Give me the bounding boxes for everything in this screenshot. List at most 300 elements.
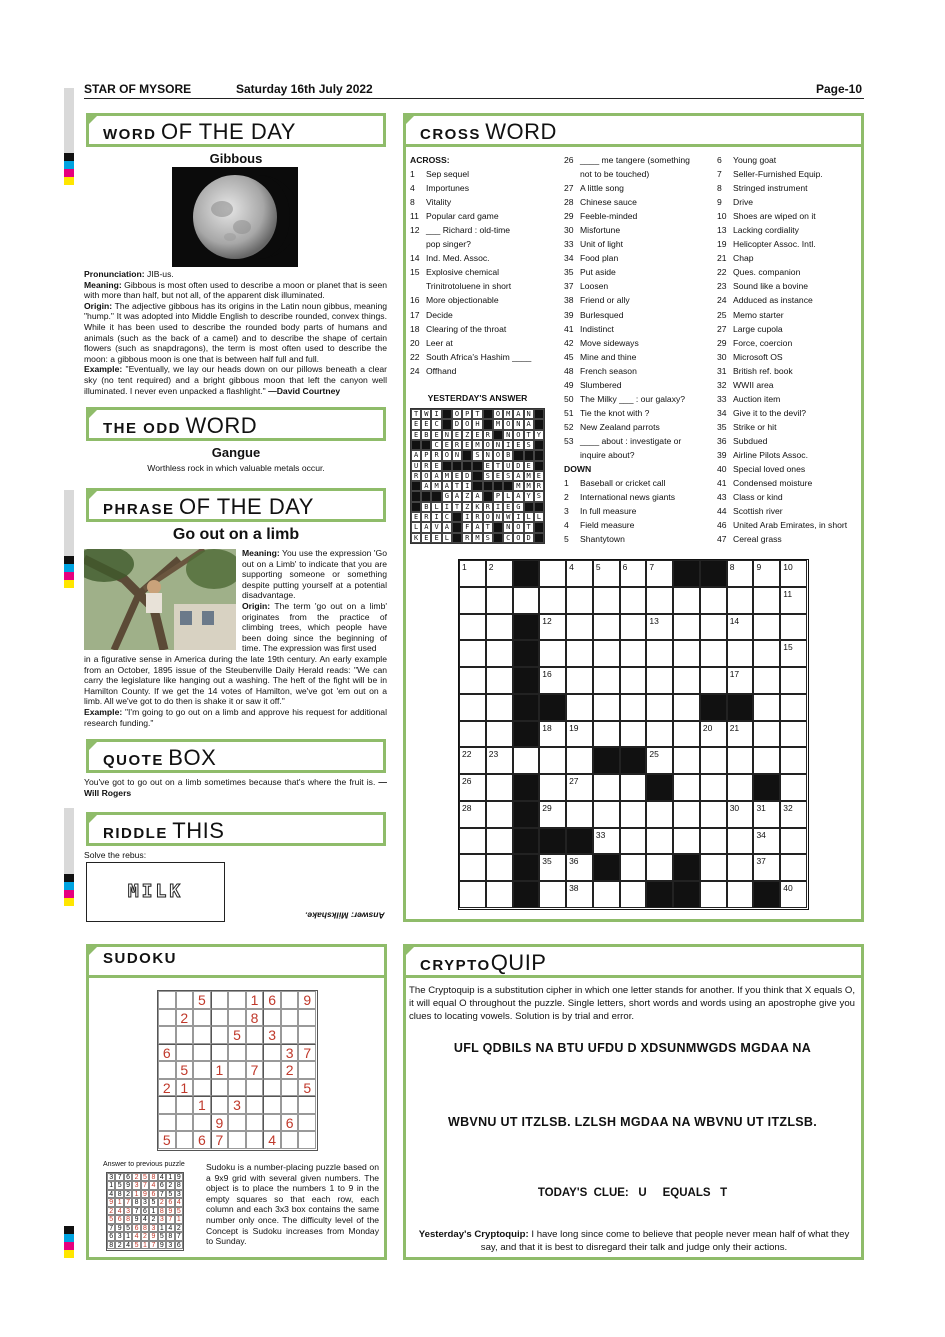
crossword-cell[interactable] xyxy=(700,747,727,774)
crossword-cell[interactable] xyxy=(673,721,700,748)
clue-number: 49 xyxy=(564,379,574,390)
sudoku-cell[interactable] xyxy=(193,1026,211,1044)
crossword-cell[interactable] xyxy=(673,667,700,694)
crossword-cell[interactable] xyxy=(673,614,700,641)
crossword-cell[interactable] xyxy=(780,614,807,641)
crossword-cell[interactable] xyxy=(700,614,727,641)
crossword-grid[interactable] xyxy=(458,559,809,910)
answer-black-cell xyxy=(503,481,513,491)
crossword-cell[interactable] xyxy=(593,667,620,694)
answer-cell: M xyxy=(442,471,452,481)
sudoku-previous-answer xyxy=(106,1172,184,1251)
answer-cell: T xyxy=(452,502,462,512)
clue-number: 19 xyxy=(717,239,727,250)
crossword-cell[interactable] xyxy=(673,747,700,774)
clue-item xyxy=(410,223,560,237)
crossword-cell[interactable] xyxy=(486,854,513,881)
crossword-cell[interactable] xyxy=(486,881,513,908)
crossword-cell[interactable] xyxy=(459,828,486,855)
clue-text: Put aside xyxy=(580,267,616,278)
sudoku-cell[interactable] xyxy=(246,1026,264,1044)
crossword-cell[interactable] xyxy=(780,854,807,881)
sudoku-answer-cell: 3 xyxy=(132,1181,140,1189)
cryptoquip-header xyxy=(403,944,864,978)
sudoku-cell[interactable] xyxy=(193,1079,211,1097)
crossword-cell[interactable] xyxy=(620,774,647,801)
sudoku-cell[interactable]: 4 xyxy=(263,1131,281,1149)
crossword-cell[interactable]: 12 xyxy=(539,614,566,641)
crossword-cell[interactable] xyxy=(459,881,486,908)
crossword-cell[interactable] xyxy=(486,640,513,667)
crossword-cell[interactable] xyxy=(486,828,513,855)
sudoku-cell[interactable] xyxy=(298,1096,316,1114)
clue-number: 9 xyxy=(717,197,722,208)
clue-item xyxy=(717,265,862,279)
crossword-cell[interactable] xyxy=(539,560,566,587)
sudoku-cell[interactable]: 5 xyxy=(228,1026,246,1044)
sudoku-cell[interactable] xyxy=(298,1026,316,1044)
sudoku-cell[interactable]: 6 xyxy=(193,1131,211,1149)
crossword-cell[interactable] xyxy=(646,640,673,667)
sudoku-cell[interactable] xyxy=(211,1044,229,1062)
crossword-cell[interactable] xyxy=(486,774,513,801)
phrase-origin: The term 'go out on a limb' originates from the practice of climbing trees, which people have been doing since the beginning of time. The expression was first used xyxy=(242,600,387,654)
answer-black-cell xyxy=(472,481,482,491)
crossword-cell[interactable] xyxy=(780,747,807,774)
crossword-cell[interactable] xyxy=(539,774,566,801)
crossword-cell[interactable] xyxy=(593,614,620,641)
answer-cell: B xyxy=(503,450,513,460)
crossword-cell[interactable] xyxy=(780,694,807,721)
answer-black-cell xyxy=(452,461,462,471)
crossword-cell[interactable]: 34 xyxy=(753,828,780,855)
crossword-cell[interactable] xyxy=(727,640,754,667)
crossword-cell[interactable]: 35 xyxy=(539,854,566,881)
sudoku-cell[interactable]: 1 xyxy=(211,1061,229,1079)
clue-text: Friend or ally xyxy=(580,295,630,306)
clue-item xyxy=(564,209,714,223)
sudoku-answer-cell: 2 xyxy=(115,1241,123,1249)
crossword-cell[interactable] xyxy=(566,694,593,721)
crossword-cell[interactable] xyxy=(700,587,727,614)
crossword-cell[interactable] xyxy=(593,587,620,614)
clue-text: Slumbered xyxy=(580,379,622,390)
sudoku-cell[interactable] xyxy=(176,1131,194,1149)
crossword-cell[interactable] xyxy=(727,881,754,908)
yesterday-label: Yesterday's Cryptoquip: xyxy=(418,1229,529,1240)
crossword-cell[interactable] xyxy=(620,828,647,855)
clue-number: 7 xyxy=(717,169,722,180)
crossword-cell[interactable]: 20 xyxy=(700,721,727,748)
sudoku-cell[interactable] xyxy=(158,1009,176,1027)
sudoku-answer-cell: 6 xyxy=(115,1215,123,1223)
crossword-cell[interactable] xyxy=(646,721,673,748)
crossword-cell[interactable] xyxy=(646,667,673,694)
sudoku-cell[interactable] xyxy=(158,991,176,1009)
sudoku-cell[interactable] xyxy=(281,1096,299,1114)
crossword-cell[interactable] xyxy=(700,881,727,908)
sudoku-cell[interactable] xyxy=(193,1009,211,1027)
crossword-cell[interactable] xyxy=(486,587,513,614)
sudoku-grid[interactable] xyxy=(157,990,318,1151)
crossword-cell[interactable] xyxy=(459,640,486,667)
sudoku-cell[interactable]: 5 xyxy=(176,1061,194,1079)
sudoku-cell[interactable] xyxy=(211,1096,229,1114)
answer-cell: L xyxy=(442,533,452,543)
crossword-cell[interactable] xyxy=(727,774,754,801)
sudoku-cell[interactable] xyxy=(176,1026,194,1044)
crossword-cell[interactable] xyxy=(753,747,780,774)
sudoku-cell[interactable]: 2 xyxy=(281,1061,299,1079)
sudoku-cell[interactable] xyxy=(263,1061,281,1079)
sudoku-cell[interactable]: 6 xyxy=(158,1044,176,1062)
answer-cell: O xyxy=(493,409,503,419)
sudoku-cell[interactable]: 9 xyxy=(211,1114,229,1132)
sudoku-cell[interactable] xyxy=(246,1114,264,1132)
crossword-cell[interactable]: 4 xyxy=(566,560,593,587)
sudoku-cell[interactable] xyxy=(211,991,229,1009)
crossword-cell[interactable] xyxy=(593,721,620,748)
crossword-cell[interactable]: 31 xyxy=(753,801,780,828)
sudoku-header xyxy=(86,944,387,978)
crossword-cell[interactable]: 37 xyxy=(753,854,780,881)
answer-cell: N xyxy=(452,450,462,460)
sudoku-cell[interactable] xyxy=(263,1096,281,1114)
crossword-cell[interactable]: 36 xyxy=(566,854,593,881)
answer-cell: E xyxy=(411,430,421,440)
sudoku-cell[interactable]: 6 xyxy=(263,991,281,1009)
sudoku-cell[interactable]: 3 xyxy=(228,1096,246,1114)
sudoku-cell[interactable]: 2 xyxy=(176,1009,194,1027)
sudoku-cell[interactable]: 7 xyxy=(246,1061,264,1079)
sudoku-cell[interactable]: 3 xyxy=(263,1026,281,1044)
crossword-cell[interactable] xyxy=(593,774,620,801)
crossword-cell[interactable] xyxy=(646,828,673,855)
crossword-cell[interactable]: 23 xyxy=(486,747,513,774)
crossword-cell[interactable] xyxy=(646,587,673,614)
sudoku-cell[interactable] xyxy=(176,1114,194,1132)
crossword-cell[interactable] xyxy=(593,801,620,828)
sudoku-cell[interactable] xyxy=(263,1079,281,1097)
crossword-cell[interactable] xyxy=(727,854,754,881)
crossword-cell[interactable] xyxy=(620,854,647,881)
crossword-cell[interactable]: 25 xyxy=(646,747,673,774)
crossword-cell[interactable] xyxy=(539,587,566,614)
clue-item xyxy=(717,462,862,476)
answer-black-cell xyxy=(483,491,493,501)
crossword-cell[interactable] xyxy=(620,587,647,614)
clue-number: 14 xyxy=(410,253,420,264)
crossword-cell[interactable] xyxy=(700,828,727,855)
crossword-cell[interactable]: 28 xyxy=(459,801,486,828)
crossword-cell[interactable]: 16 xyxy=(539,667,566,694)
crossword-cell[interactable]: 11 xyxy=(780,587,807,614)
answer-cell: A xyxy=(452,491,462,501)
sudoku-answer-cell: 3 xyxy=(124,1207,132,1215)
crossword-cell[interactable] xyxy=(753,694,780,721)
crossword-cell[interactable] xyxy=(620,881,647,908)
crossword-cell[interactable] xyxy=(673,694,700,721)
sudoku-cell[interactable]: 8 xyxy=(246,1009,264,1027)
sudoku-cell[interactable] xyxy=(211,1079,229,1097)
crossword-cell[interactable] xyxy=(459,854,486,881)
sudoku-cell[interactable] xyxy=(246,1096,264,1114)
crossword-cell[interactable] xyxy=(646,801,673,828)
crossword-cell[interactable] xyxy=(566,747,593,774)
section-title-b: WORD xyxy=(185,413,258,438)
crossword-cell[interactable] xyxy=(459,721,486,748)
sudoku-answer-cell: 5 xyxy=(149,1198,157,1206)
crossword-cell[interactable] xyxy=(513,747,540,774)
crossword-cell[interactable] xyxy=(753,721,780,748)
sudoku-cell[interactable] xyxy=(228,1114,246,1132)
crossword-cell[interactable] xyxy=(700,640,727,667)
sudoku-cell[interactable]: 1 xyxy=(246,991,264,1009)
answer-cell: E xyxy=(472,430,482,440)
sudoku-answer-cell: 5 xyxy=(132,1241,140,1249)
crossword-cell[interactable]: 32 xyxy=(780,801,807,828)
sudoku-cell[interactable]: 3 xyxy=(281,1044,299,1062)
crossword-cell[interactable] xyxy=(566,667,593,694)
sudoku-cell[interactable] xyxy=(281,1009,299,1027)
sudoku-cell[interactable]: 5 xyxy=(193,991,211,1009)
crossword-cell[interactable] xyxy=(753,640,780,667)
clue-item xyxy=(717,181,862,195)
crossword-cell[interactable]: 7 xyxy=(646,560,673,587)
crossword-cell[interactable]: 21 xyxy=(727,721,754,748)
sudoku-cell[interactable] xyxy=(158,1096,176,1114)
sudoku-prev-label: Answer to previous puzzle xyxy=(103,1161,185,1168)
crossword-cell[interactable]: 17 xyxy=(727,667,754,694)
answer-black-cell xyxy=(534,502,544,512)
clue-item xyxy=(564,223,714,237)
clue-text: Clearing of the throat xyxy=(426,323,507,334)
sudoku-cell[interactable]: 7 xyxy=(298,1044,316,1062)
crossword-cell[interactable] xyxy=(566,587,593,614)
crossword-cell[interactable] xyxy=(620,640,647,667)
sudoku-answer-cell: 1 xyxy=(107,1181,115,1189)
clue-number: 32 xyxy=(717,379,727,390)
crossword-cell[interactable]: 10 xyxy=(780,560,807,587)
sudoku-cell[interactable] xyxy=(263,1009,281,1027)
sudoku-cell[interactable] xyxy=(228,1044,246,1062)
sudoku-cell[interactable] xyxy=(263,1114,281,1132)
crossword-cell[interactable] xyxy=(620,694,647,721)
registration-mark xyxy=(64,161,74,169)
crossword-cell[interactable] xyxy=(593,881,620,908)
crossword-cell[interactable] xyxy=(486,667,513,694)
crossword-cell[interactable]: 6 xyxy=(620,560,647,587)
crossword-cell[interactable]: 29 xyxy=(539,801,566,828)
clue-number: 40 xyxy=(717,464,727,475)
crossword-cell[interactable]: 27 xyxy=(566,774,593,801)
clue-text: More objectionable xyxy=(426,295,499,306)
crossword-cell[interactable] xyxy=(513,587,540,614)
sudoku-cell[interactable] xyxy=(158,1114,176,1132)
sudoku-cell[interactable]: 2 xyxy=(158,1079,176,1097)
sudoku-cell[interactable] xyxy=(211,1026,229,1044)
crossword-cell[interactable] xyxy=(646,694,673,721)
crossword-cell[interactable] xyxy=(673,828,700,855)
sudoku-cell[interactable] xyxy=(298,1114,316,1132)
crossword-cell[interactable] xyxy=(700,667,727,694)
crossword-cell[interactable]: 19 xyxy=(566,721,593,748)
sudoku-cell[interactable] xyxy=(158,1061,176,1079)
clue-item xyxy=(717,350,862,364)
sudoku-cell[interactable] xyxy=(176,1096,194,1114)
crossword-cell[interactable] xyxy=(700,854,727,881)
clue-text: Baseball or cricket call xyxy=(580,478,666,489)
answer-cell: E xyxy=(503,502,513,512)
crossword-cell[interactable]: 8 xyxy=(727,560,754,587)
crossword-cell[interactable]: 30 xyxy=(727,801,754,828)
crossword-cell[interactable]: 40 xyxy=(780,881,807,908)
crossword-cell[interactable] xyxy=(753,614,780,641)
sudoku-cell[interactable] xyxy=(246,1044,264,1062)
sudoku-cell[interactable]: 9 xyxy=(298,991,316,1009)
crossword-cell[interactable] xyxy=(673,640,700,667)
crossword-cell[interactable]: 13 xyxy=(646,614,673,641)
clue-text: Chap xyxy=(733,253,754,264)
crossword-cell[interactable] xyxy=(486,694,513,721)
crossword-black-cell xyxy=(673,560,700,587)
sudoku-cell[interactable]: 1 xyxy=(176,1079,194,1097)
sudoku-cell[interactable]: 6 xyxy=(281,1114,299,1132)
sudoku-cell[interactable] xyxy=(281,991,299,1009)
answer-cell: Z xyxy=(462,491,472,501)
example-label: Example: xyxy=(84,364,123,375)
crossword-cell[interactable] xyxy=(620,614,647,641)
answer-cell: S xyxy=(483,471,493,481)
sudoku-cell[interactable]: 5 xyxy=(298,1079,316,1097)
sudoku-cell[interactable] xyxy=(228,1079,246,1097)
registration-mark xyxy=(64,572,74,580)
crossword-cell[interactable] xyxy=(780,774,807,801)
crossword-cell[interactable] xyxy=(780,667,807,694)
crossword-cell[interactable]: 15 xyxy=(780,640,807,667)
clue-number: 52 xyxy=(564,421,574,432)
sudoku-answer-cell: 2 xyxy=(149,1215,157,1223)
crossword-cell[interactable] xyxy=(566,801,593,828)
crossword-cell[interactable] xyxy=(566,640,593,667)
sudoku-cell[interactable] xyxy=(246,1131,264,1149)
sudoku-cell[interactable] xyxy=(176,1044,194,1062)
sudoku-cell[interactable] xyxy=(228,991,246,1009)
sudoku-cell[interactable]: 5 xyxy=(158,1131,176,1149)
answer-cell: A xyxy=(472,522,482,532)
sudoku-cell[interactable] xyxy=(193,1061,211,1079)
sudoku-cell[interactable] xyxy=(263,1044,281,1062)
crossword-cell[interactable] xyxy=(459,667,486,694)
crossword-cell[interactable] xyxy=(700,774,727,801)
clue-text: Decide xyxy=(426,309,453,320)
crossword-cell[interactable]: 18 xyxy=(539,721,566,748)
crossword-cell[interactable] xyxy=(673,587,700,614)
crossword-cell[interactable]: 1 xyxy=(459,560,486,587)
sudoku-cell[interactable]: 7 xyxy=(211,1131,229,1149)
registration-mark xyxy=(64,1234,74,1242)
sudoku-cell[interactable] xyxy=(176,991,194,1009)
crossword-cell[interactable] xyxy=(486,614,513,641)
crossword-cell[interactable] xyxy=(780,721,807,748)
crossword-cell[interactable] xyxy=(593,640,620,667)
clue-text: Memo starter xyxy=(733,309,784,320)
crossword-cell[interactable] xyxy=(566,614,593,641)
crossword-cell[interactable] xyxy=(753,587,780,614)
crossword-cell[interactable] xyxy=(780,828,807,855)
sudoku-answer-cell: 4 xyxy=(166,1224,174,1232)
crossword-cell[interactable] xyxy=(593,694,620,721)
crossword-cell[interactable] xyxy=(486,801,513,828)
crossword-cell[interactable] xyxy=(727,828,754,855)
sudoku-answer-cell: 7 xyxy=(141,1181,149,1189)
sudoku-cell[interactable] xyxy=(298,1061,316,1079)
crossword-cell[interactable]: 38 xyxy=(566,881,593,908)
sudoku-cell[interactable] xyxy=(228,1009,246,1027)
crossword-cell[interactable] xyxy=(753,667,780,694)
sudoku-cell[interactable] xyxy=(246,1079,264,1097)
sudoku-cell[interactable] xyxy=(193,1114,211,1132)
sudoku-cell[interactable] xyxy=(281,1131,299,1149)
sudoku-cell[interactable] xyxy=(281,1079,299,1097)
crossword-cell[interactable]: 2 xyxy=(486,560,513,587)
crossword-cell[interactable] xyxy=(459,587,486,614)
crossword-cell[interactable]: 5 xyxy=(593,560,620,587)
crossword-cell[interactable] xyxy=(620,721,647,748)
sudoku-cell[interactable] xyxy=(228,1131,246,1149)
sudoku-cell[interactable] xyxy=(193,1044,211,1062)
crossword-cell[interactable] xyxy=(727,587,754,614)
crossword-cell[interactable] xyxy=(673,801,700,828)
crossword-cell[interactable] xyxy=(727,747,754,774)
sudoku-cell[interactable] xyxy=(298,1131,316,1149)
crossword-cell[interactable] xyxy=(620,667,647,694)
sudoku-cell[interactable] xyxy=(228,1061,246,1079)
answer-cell: I xyxy=(431,512,441,522)
sudoku-answer-cell: 9 xyxy=(124,1181,132,1189)
crossword-cell[interactable]: 9 xyxy=(753,560,780,587)
sudoku-cell[interactable] xyxy=(158,1026,176,1044)
clue-number: 4 xyxy=(410,183,415,194)
crossword-cell[interactable] xyxy=(673,774,700,801)
sudoku-answer-cell: 8 xyxy=(132,1198,140,1206)
crossword-cell[interactable] xyxy=(646,854,673,881)
crossword-cell[interactable] xyxy=(486,721,513,748)
sudoku-cell[interactable]: 1 xyxy=(193,1096,211,1114)
answer-cell: D xyxy=(513,461,523,471)
crossword-cell[interactable] xyxy=(459,614,486,641)
sudoku-answer-cell: 7 xyxy=(149,1241,157,1249)
crossword-cell[interactable] xyxy=(539,881,566,908)
crossword-cell[interactable] xyxy=(700,801,727,828)
crossword-cell[interactable] xyxy=(539,747,566,774)
crossword-cell[interactable]: 14 xyxy=(727,614,754,641)
crossword-cell[interactable] xyxy=(620,801,647,828)
answer-cell: E xyxy=(483,461,493,471)
crossword-black-cell xyxy=(539,828,566,855)
crossword-cell[interactable] xyxy=(459,694,486,721)
sudoku-cell[interactable] xyxy=(281,1026,299,1044)
sudoku-cell[interactable] xyxy=(298,1009,316,1027)
sudoku-cell[interactable] xyxy=(211,1009,229,1027)
crossword-cell[interactable] xyxy=(539,640,566,667)
crossword-cell[interactable]: 33 xyxy=(593,828,620,855)
phrase-example: "I'm going to go out on a limb and approve his request for additional research funding." xyxy=(84,706,387,728)
answer-black-cell xyxy=(534,450,544,460)
answer-black-cell xyxy=(483,409,493,419)
crossword-cell[interactable]: 22 xyxy=(459,747,486,774)
crossword-cell[interactable]: 26 xyxy=(459,774,486,801)
